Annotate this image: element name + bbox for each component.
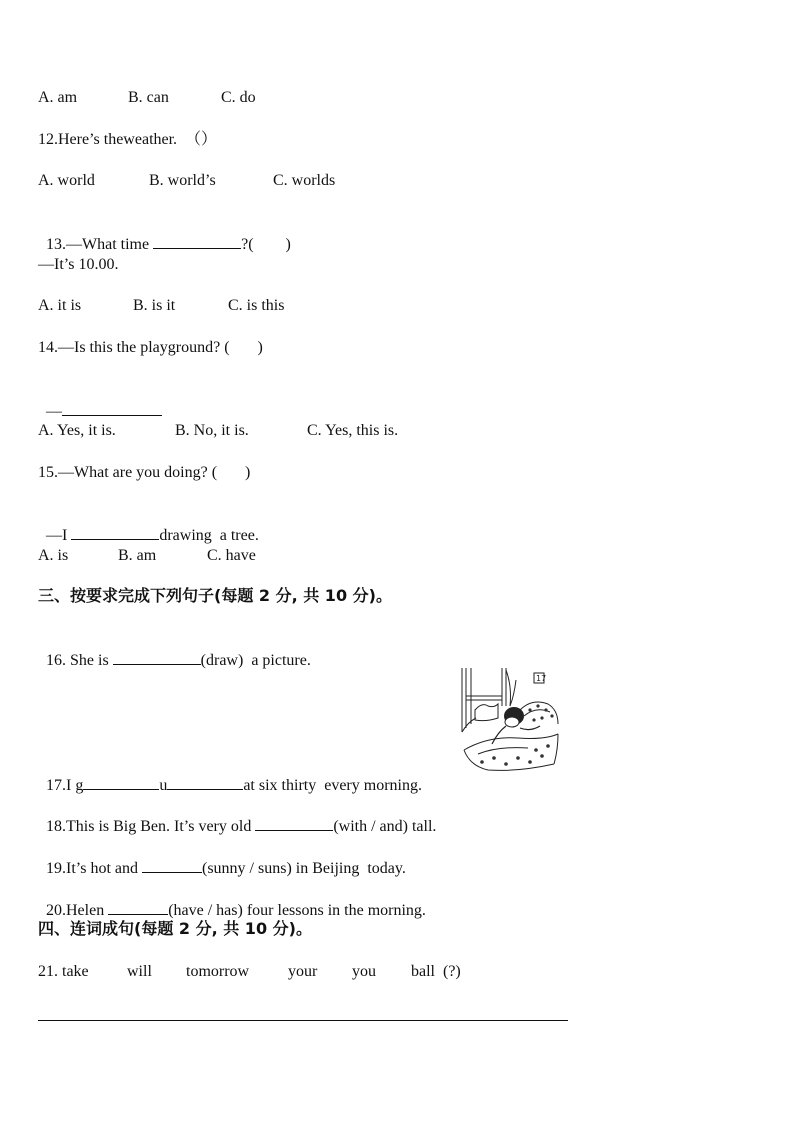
question-text: 13.—What time <box>46 236 154 253</box>
answer-blank[interactable] <box>255 815 333 831</box>
question-text: 20.Helen <box>46 902 109 919</box>
answer-blank[interactable] <box>113 649 201 665</box>
question-16 <box>38 629 311 671</box>
word-item: ball (?) <box>411 963 461 980</box>
option-b: B. can <box>128 89 169 106</box>
option-c: C. is this <box>228 297 285 314</box>
option-a: A. am <box>38 89 78 106</box>
word-item: your <box>288 963 318 980</box>
girl-waking-up-illustration <box>458 666 562 774</box>
question-15: 15.—What are you doing? ( ) <box>38 464 251 481</box>
question-13-answer: —It’s 10.00. <box>38 256 119 273</box>
question-18 <box>38 795 436 837</box>
question-text: 16. She is <box>46 652 113 669</box>
option-a: A. Yes, it is. <box>38 422 116 439</box>
answer-blank[interactable] <box>83 774 159 790</box>
question-text: at six thirty every morning. <box>243 777 422 794</box>
answer-blank[interactable] <box>167 774 243 790</box>
option-b: B. am <box>118 547 157 564</box>
question-14: 14.—Is this the playground? ( ) <box>38 339 263 356</box>
question-text: u <box>159 777 168 794</box>
question-19 <box>38 837 406 879</box>
question-text: 19.It’s hot and <box>46 860 142 877</box>
question-text: (with / and) tall. <box>333 818 437 835</box>
option-b: B. world’s <box>149 172 216 189</box>
answer-writing-line[interactable] <box>38 1020 568 1021</box>
question-text: —I <box>46 527 72 544</box>
question-text: (have / has) four lessons in the morning. <box>168 902 426 919</box>
option-a: A. world <box>38 172 95 189</box>
section-heading-4: 四、连词成句(每题 2 分, 共 10 分)。 <box>38 919 312 938</box>
answer-blank[interactable] <box>142 857 202 873</box>
question-text: (sunny / suns) in Beijing today. <box>202 860 406 877</box>
option-c: C. worlds <box>273 172 336 189</box>
section-heading-3: 三、按要求完成下列句子(每题 2 分, 共 10 分)。 <box>38 586 392 605</box>
option-c: C. do <box>221 89 256 106</box>
answer-blank[interactable] <box>71 524 159 540</box>
picture-number: 17 <box>536 674 547 683</box>
option-a: A. is <box>38 547 69 564</box>
word-item: tomorrow <box>186 963 250 980</box>
question-20 <box>38 879 426 921</box>
question-text: 17.I g <box>46 777 84 794</box>
question-14-answer <box>38 380 162 422</box>
answer-blank[interactable] <box>62 400 162 416</box>
question-17 <box>38 754 422 796</box>
option-c: C. have <box>207 547 256 564</box>
option-a: A. it is <box>38 297 82 314</box>
dash: — <box>46 403 62 420</box>
option-c: C. Yes, this is. <box>307 422 399 439</box>
word-item: you <box>352 963 376 980</box>
question-text: 18.This is Big Ben. It’s very old <box>46 818 256 835</box>
word-item: will <box>127 963 152 980</box>
question-15-answer <box>38 504 259 546</box>
word-item: 21. take <box>38 963 89 980</box>
question-text: (draw) a picture. <box>200 652 311 669</box>
question-13 <box>38 213 291 255</box>
option-b: B. No, it is. <box>175 422 249 439</box>
question-text: drawing a tree. <box>159 527 259 544</box>
option-b: B. is it <box>133 297 176 314</box>
answer-blank[interactable] <box>153 233 241 249</box>
answer-blank[interactable] <box>108 899 168 915</box>
question-text: ?( ) <box>241 236 291 253</box>
question-12: 12.Here’s theweather. （） <box>38 131 218 148</box>
